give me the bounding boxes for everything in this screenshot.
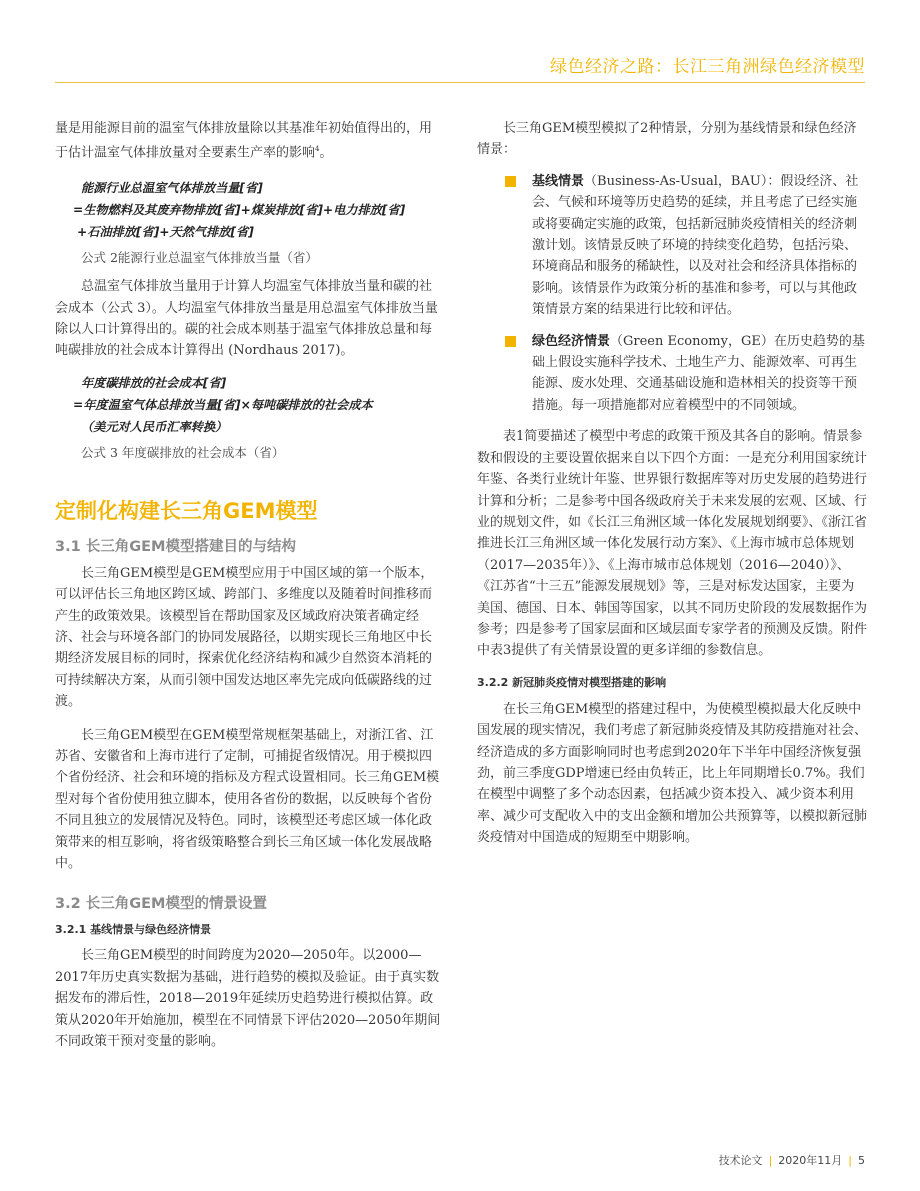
page-footer	[719, 1152, 865, 1168]
bullet-baseline-scenario	[477, 171, 867, 321]
bullet-green-economy-scenario	[477, 331, 867, 417]
bullet-text: （Business-As-Usual，BAU）：假设经济、社会、气候和环境等历史趋势的延续，并且考虑了已经实施或将要确定实施的政策，包括新冠肺炎疫情相关的经济刺激计划。该情景反映了环境的持续变化趋势，包括污染、环境商品和服务的稀缺性，以及对社会和经济具体指标的影响。该情景作为政策分析的基准和参考，可以与其他政策情景方案的结果进行比较和评估。	[532, 173, 859, 318]
bullet-square-icon	[505, 176, 516, 187]
footnote-ref[interactable]: 4	[315, 145, 320, 154]
formula-2-line-2: =生物燃料及其废弃物排放[省]+煤炭排放[省]+电力排放[省]	[73, 203, 406, 218]
report-title: 绿色经济之路：长江三角洲绿色经济模型	[550, 57, 865, 77]
section-title: 定制化构建长三角GEM模型	[55, 498, 318, 523]
bullet-square-icon	[505, 336, 516, 347]
ghg-paragraph: 总温室气体排放当量用于计算人均温室气体排放当量和碳的社会成本（公式 3）。人均温室气体排放当量是用总温室气体排放当量除以人口计算得出的。碳的社会成本则基于温室气体排放总量和每吨碳排放的社会成本计算得出 (Nordhaus 2017)。	[55, 279, 438, 359]
subsection-3-2-1-title: 3.2.1 基线情景与绿色经济情景	[55, 923, 212, 937]
footer-label: 技术论文	[718, 1154, 763, 1167]
formula-3-line-3: （美元对人民币汇率转换）	[81, 419, 228, 434]
subsection-3-1-title: 3.1 长三角GEM模型搭建目的与结构	[55, 538, 296, 555]
footer-separator: |	[768, 1154, 773, 1167]
header-divider	[55, 82, 865, 83]
formula-3-line-2: =年度温室气体总排放当量[省]×每吨碳排放的社会成本	[73, 397, 373, 412]
page-header	[0, 0, 920, 90]
bullet-text: （Green Economy，GE）在历史趋势的基础上假设实施科学技术、土地生产力、能源效率、可再生能源、废水处理、交通基础设施和造林相关的投资等干预措施。每一项措施都对应着模型中的不同领域。	[532, 333, 865, 413]
formula-3-caption: 公式 3 年度碳排放的社会成本（省）	[81, 444, 285, 460]
subsection-3-2-2-paragraph: 在长三角GEM模型的搭建过程中，为使模型模拟最大化反映中国发展的现实情况，我们考虑了新冠肺炎疫情及其防疫措施对社会、经济造成的多方面影响同时也考虑到2020年下半年中国经济恢复强劲，前三季度GDP增速已经由负转正，比上年同期增长0.7%。我们在模型中调整了多个动态因素，包括减少资本投入、减少资本利用率、减少可支配收入中的支出金额和增加公共预算等，以模拟新冠肺炎疫情对中国造成的短期至中期影响。	[477, 701, 868, 846]
intro-paragraph: 量是用能源目前的温室气体排放量除以其基准年初始值得出的，用于估计温室气体排放量对全要素生产率的影响$^4$。	[55, 121, 433, 161]
formula-2-caption: 公式 2能源行业总温室气体排放当量（省）	[81, 250, 318, 266]
right-column	[477, 118, 867, 849]
bullet-term: 绿色经济情景	[532, 333, 611, 349]
formula-3-line-1: 年度碳排放的社会成本[省]	[81, 375, 227, 390]
page-number: 5	[858, 1154, 865, 1167]
scenario-intro-paragraph: 长三角GEM模型模拟了2种情景，分别为基线情景和绿色经济情景：	[477, 121, 857, 158]
subsection-3-1-paragraph-2: 长三角GEM模型在GEM模型常规框架基础上，对浙江省、江苏省、安徽省和上海市进行了定制，可捕捉省级情况。用于模拟四个省份经济、社会和环境的指标及方程式设置相同。长三角GEM模型对每个省份使用独立脚本，使用各省份的数据，以反映每个省份不同且独立的发展情况及特色。同时，该模型还考虑区域一体化政策带来的相互影响，将省级策略整合到长三角区域一体化发展战略中。	[55, 727, 440, 872]
bullet-term: 基线情景	[532, 173, 585, 189]
subsection-3-1-paragraph-1: 长三角GEM模型是GEM模型应用于中国区域的第一个版本，可以评估长三角地区跨区域、跨部门、多维度以及随着时间推移而产生的政策效果。该模型旨在帮助国家及区域政府决策者确定经济、社会与环境各部门的协同发展路径，以期实现长三角地区中长期经济发展目标的同时，探索优化经济结构和减少自然资本消耗的可持续解决方案，从而引领中国发达地区率先完成向低碳路线的过渡。	[55, 565, 434, 710]
subsection-3-2-2-title: 3.2.2 新冠肺炎疫情对模型搭建的影响	[477, 675, 667, 689]
formula-2-line-3: +石油排放[省]+天然气排放[省]	[77, 225, 254, 240]
left-column	[55, 118, 443, 1052]
subsection-3-2-1-paragraph: 长三角GEM模型的时间跨度为2020—2050年。以2000—2017年历史真实数据为基础，进行趋势的模拟及验证。由于真实数据发布的滞后性，2018—2019年延续历史趋势进行模拟估算。政策从2020年开始施加，模型在不同情景下评估2020—2050年期间不同政策干预对变量的影响。	[55, 948, 441, 1050]
footer-separator: |	[848, 1154, 852, 1167]
footer-date: 2020年11月	[778, 1154, 843, 1167]
formula-2-line-1: 能源行业总温室气体排放当量[省]	[81, 181, 263, 196]
subsection-3-2-title: 3.2 长三角GEM模型的情景设置	[55, 896, 267, 913]
table-description-paragraph: 表1简要描述了模型中考虑的政策干预及其各自的影响。情景参数和假设的主要设置依据来自以下四个方面：一是充分利用国家统计年鉴、各类行业统计年鉴、世界银行数据库等对历史发展的趋势进行计算和分析；二是参考中国各级政府关于未来发展的宏观、区域、行业的规划文件，如《长江三角洲区域一体化发展规划纲要》、《浙江省推进长江三角洲区域一体化发展行动方案》、《上海市城市总体规划（2017—2035年）》、《上海市城市总体规划（2016—2040）》、《江苏省“十三五”能源发展规划》等，三是对标发达国家，主要为美国、德国、日本、韩国等国家，以其不同历史阶段的发展数据作为参考；四是参考了国家层面和区域层面专家学者的预测及反馈。附件中表3提供了有关情景设置的更多详细的参数信息。	[477, 429, 868, 659]
